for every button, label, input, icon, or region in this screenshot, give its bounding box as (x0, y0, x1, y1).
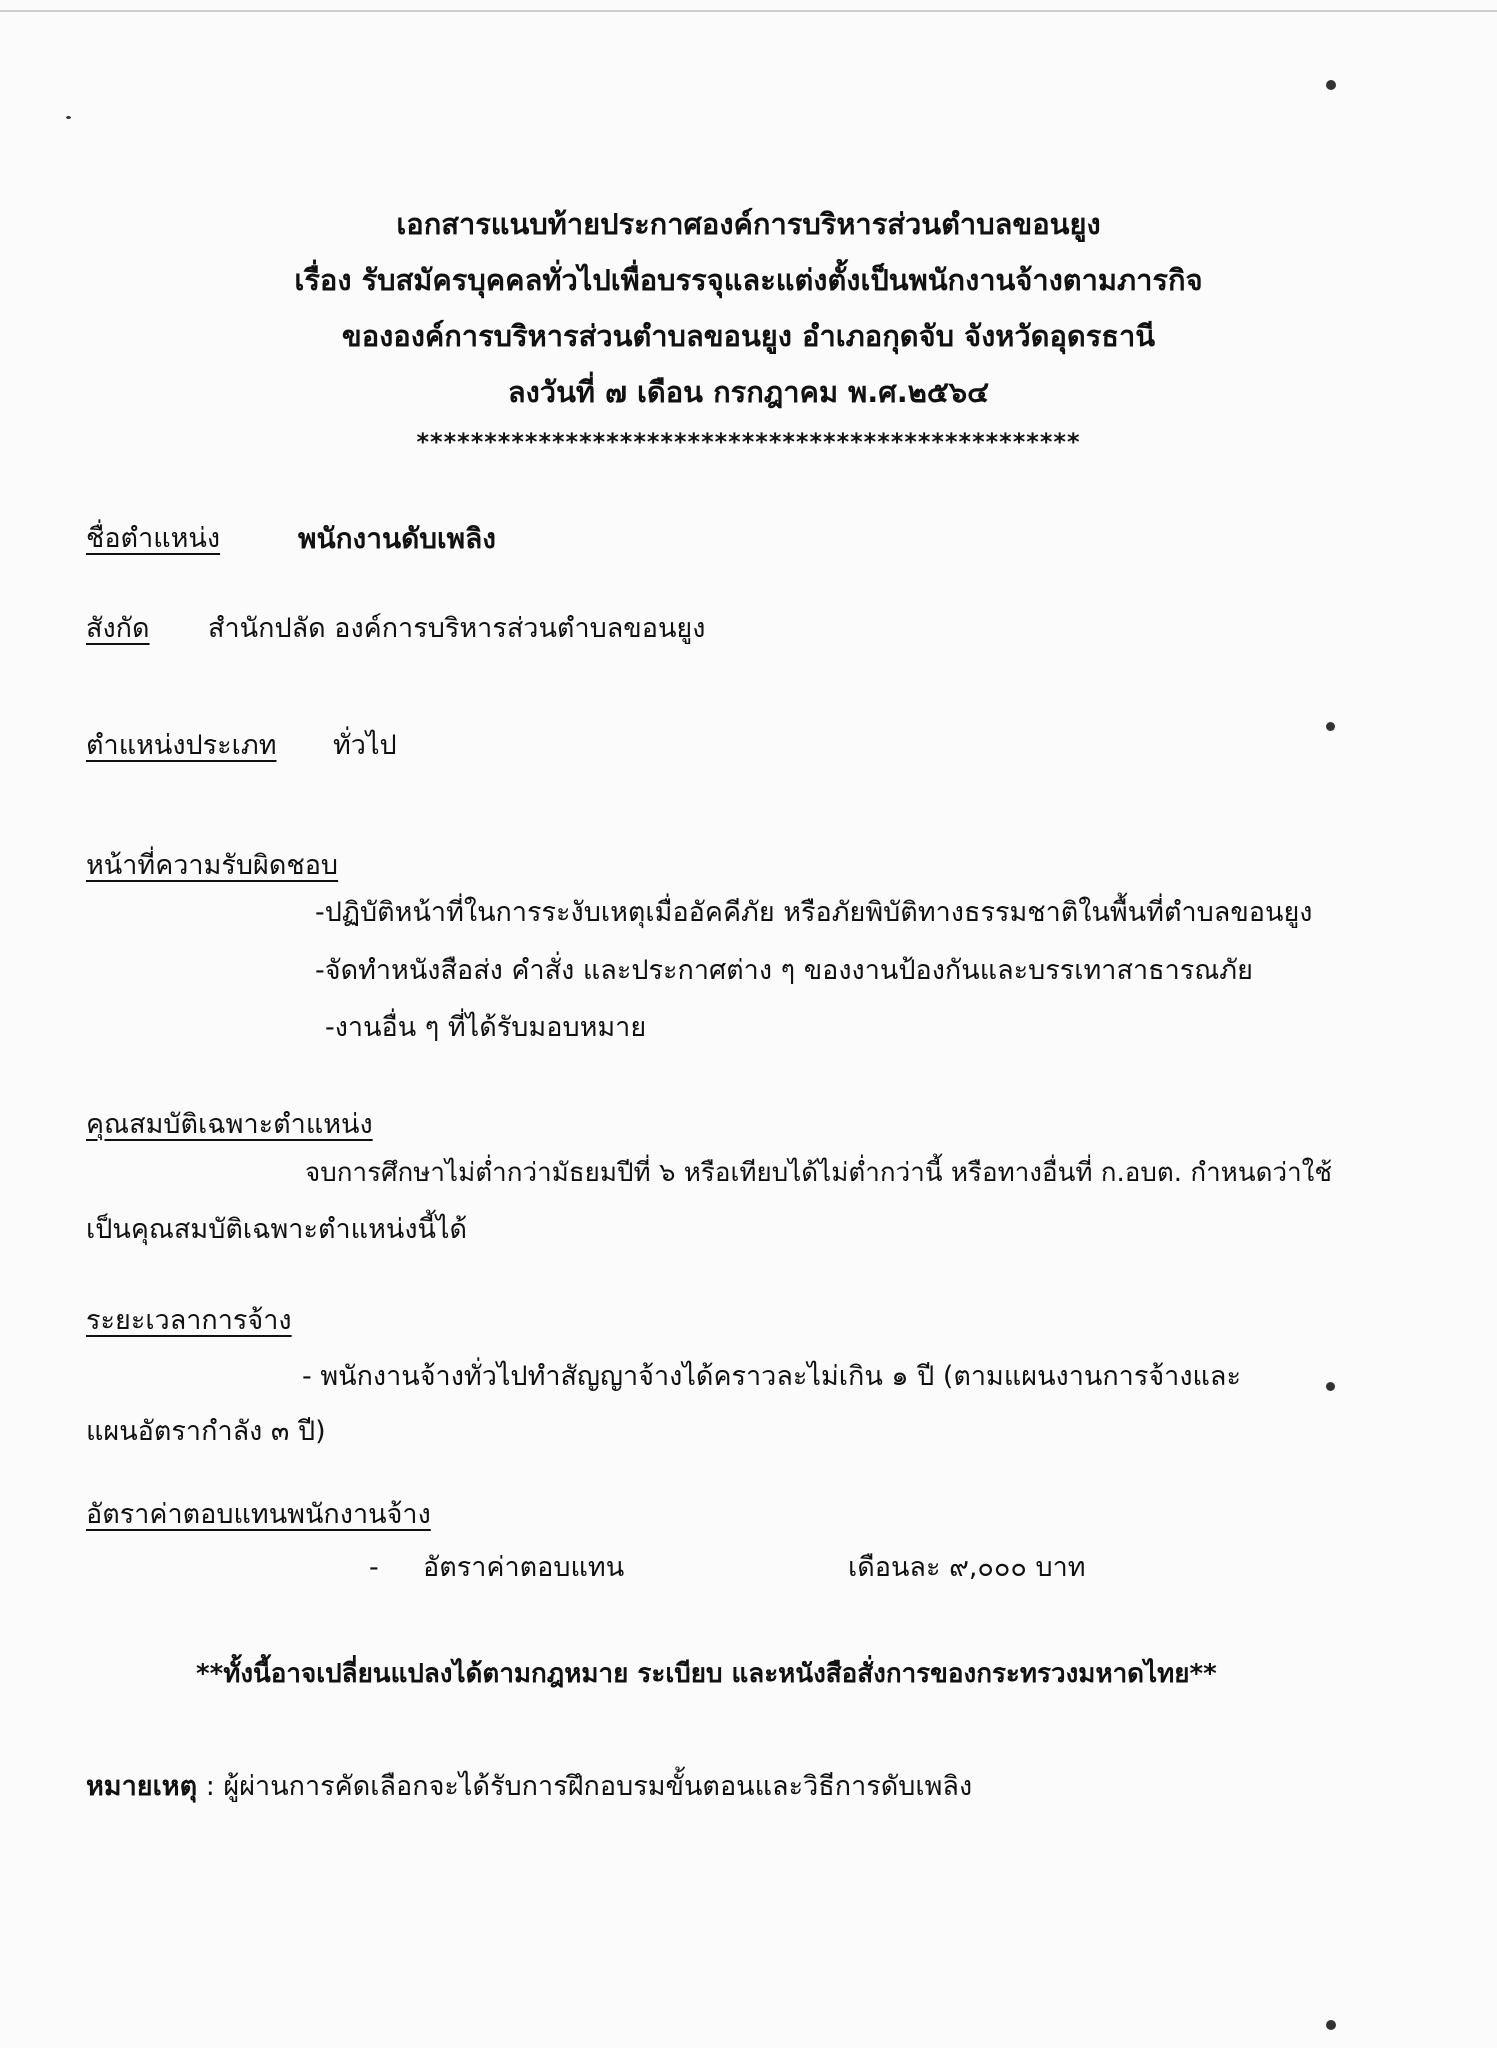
qualifications-line2: เป็นคุณสมบัติเฉพาะตำแหน่งนี้ได้ (86, 1214, 468, 1245)
scan-edge (0, 10, 1497, 12)
duration-label: ระยะเวลาการจ้าง (86, 1305, 292, 1336)
scan-speck (1326, 2020, 1336, 2030)
compensation-label: อัตราค่าตอบแทนพนักงานจ้าง (86, 1499, 431, 1530)
position-type-value: ทั่วไป (333, 730, 397, 761)
compensation-amount: เดือนละ ๙,๐๐๐ บาท (848, 1552, 1086, 1583)
duty-item: -งานอื่น ๆ ที่ได้รับมอบหมาย (325, 1012, 647, 1043)
scan-speck (1326, 722, 1335, 731)
header-separator: ************************************************* (416, 428, 1081, 456)
affiliation-label: สังกัด (86, 613, 150, 644)
scan-speck (1326, 80, 1336, 90)
document-header (0, 196, 1497, 462)
compensation-item: อัตราค่าตอบแทน (423, 1552, 625, 1583)
note-text: : ผู้ผ่านการคัดเลือกจะได้รับการฝึกอบรมขั้นตอนและวิธีการดับเพลิง (197, 1771, 973, 1802)
scan-speck (1326, 1382, 1335, 1391)
note (86, 1767, 972, 1807)
qualifications-line1: จบการศึกษาไม่ต่ำกว่ามัธยมปีที่ ๖ หรือเทียบได้ไม่ต่ำกว่านี้ หรือทางอื่นที่ ก.อบต. กำหนดว่าใช้ (305, 1158, 1333, 1188)
header-date: ลงวันที่ ๗ เดือน กรกฎาคม พ.ศ.๒๕๖๔ (507, 375, 990, 409)
header-organization: ขององค์การบริหารส่วนตำบลขอนยูง อำเภอกุดจับ จังหวัดอุดรธานี (341, 319, 1156, 353)
header-subject: เรื่อง รับสมัครบุคคลทั่วไปเพื่อบรรจุและแต่งตั้งเป็นพนักงานจ้างตามภารกิจ (294, 263, 1203, 297)
position-type-label: ตำแหน่งประเภท (86, 730, 277, 761)
qualifications-label: คุณสมบัติเฉพาะตำแหน่ง (86, 1109, 373, 1140)
note-label: หมายเหตุ (86, 1771, 198, 1802)
compensation-dash: - (369, 1552, 379, 1583)
duty-item: -ปฏิบัติหน้าที่ในการระงับเหตุเมื่ออัคคีภัย หรือภัยพิบัติทางธรรมชาติในพื้นที่ตำบลขอนยูง (315, 897, 1313, 928)
scan-speck (66, 116, 71, 119)
position-label: ชื่อตำแหน่ง (86, 523, 221, 554)
position-value: พนักงานดับเพลิง (298, 522, 496, 555)
duty-item: -จัดทำหนังสือส่ง คำสั่ง และประกาศต่าง ๆ ของงานป้องกันและบรรเทาสาธารณภัย (315, 955, 1253, 986)
duration-line1: - พนักงานจ้างทั่วไปทำสัญญาจ้างได้คราวละไม่เกิน ๑ ปี (ตามแผนงานการจ้างและ (302, 1361, 1241, 1392)
affiliation-value: สำนักปลัด องค์การบริหารส่วนตำบลขอนยูง (208, 613, 706, 644)
header-title: เอกสารแนบท้ายประกาศองค์การบริหารส่วนตำบลขอนยูง (396, 207, 1101, 241)
duration-line2: แผนอัตรากำลัง ๓ ปี) (86, 1416, 326, 1447)
duties-label: หน้าที่ความรับผิดชอบ (86, 850, 339, 881)
legal-disclaimer: **ทั้งนี้อาจเปลี่ยนแปลงได้ตามกฎหมาย ระเบียบ และหนังสือสั่งการของกระทรวงมหาดไทย** (196, 1659, 1217, 1689)
